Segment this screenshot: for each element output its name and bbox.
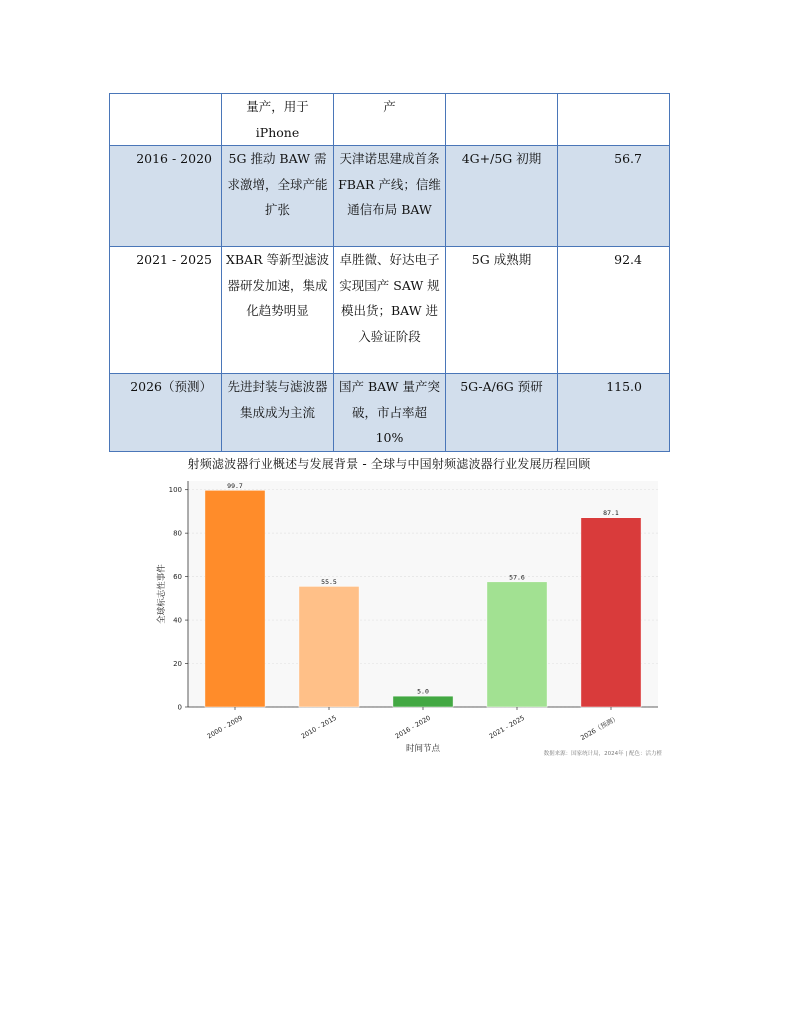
cell-company: 产 xyxy=(334,94,446,146)
cell-tech xyxy=(446,94,558,146)
cell-value: 56.7 xyxy=(558,146,670,247)
source-note: 数据来源：国家统计局，2024年 | 配色：活力橙 xyxy=(543,751,662,757)
cell-event: 先进封装与滤波器集成成为主流 xyxy=(222,374,334,452)
table-row xyxy=(110,94,670,146)
table-row xyxy=(110,146,670,247)
cell-value: 92.4 xyxy=(558,247,670,374)
cell-event: 5G 推动 BAW 需求激增，全球产能扩张 xyxy=(222,146,334,247)
cell-period xyxy=(110,94,222,146)
cell-company: 卓胜微、好达电子实现国产 SAW 规模出货；BAW 进入验证阶段 xyxy=(334,247,446,374)
cell-tech: 5G-A/6G 预研 xyxy=(446,374,558,452)
y-tick-label: 20 xyxy=(173,660,182,669)
y-tick-label: 0 xyxy=(177,703,182,712)
x-tick-label: 2026（预测） xyxy=(579,713,620,743)
x-tick-label: 2000 - 2009 xyxy=(205,713,244,741)
bar xyxy=(487,582,547,707)
bar-chart xyxy=(150,472,670,762)
cell-tech: 5G 成熟期 xyxy=(446,247,558,374)
figure-caption: 射频滤波器行业概述与发展背景 - 全球与中国射频滤波器行业发展历程回顾 xyxy=(187,457,591,471)
x-tick-label: 2016 - 2020 xyxy=(393,713,432,741)
cell-value xyxy=(558,94,670,146)
bar xyxy=(581,518,641,707)
bar xyxy=(205,490,265,707)
bar xyxy=(393,696,453,707)
data-label: 55.5 xyxy=(321,577,337,586)
cell-event: 量产，用于 iPhone xyxy=(222,94,334,146)
data-label: 87.1 xyxy=(603,509,619,518)
table-row xyxy=(110,247,670,374)
cell-period: 2026（预测） xyxy=(110,374,222,452)
y-tick-label: 40 xyxy=(173,616,182,625)
cell-period: 2016 - 2020 xyxy=(110,146,222,247)
history-table xyxy=(109,93,670,452)
x-tick-label: 2010 - 2015 xyxy=(299,713,338,741)
data-label: 5.0 xyxy=(417,687,429,696)
bar xyxy=(299,586,359,707)
y-tick-label: 100 xyxy=(168,486,182,495)
x-axis-title: 时间节点 xyxy=(405,744,441,754)
x-tick-label: 2021 - 2025 xyxy=(487,713,526,741)
cell-period: 2021 - 2025 xyxy=(110,247,222,374)
cell-company: 国产 BAW 量产突破，市占率超 10% xyxy=(334,374,446,452)
cell-tech: 4G+/5G 初期 xyxy=(446,146,558,247)
y-tick-label: 60 xyxy=(173,573,182,582)
y-tick-label: 80 xyxy=(173,529,182,538)
y-axis-title: 全球标志性事件 xyxy=(157,564,167,624)
cell-event: XBAR 等新型滤波器研发加速，集成化趋势明显 xyxy=(222,247,334,374)
data-label: 99.7 xyxy=(227,481,243,490)
table-row xyxy=(110,374,670,452)
data-label: 57.6 xyxy=(509,573,525,582)
cell-value: 115.0 xyxy=(558,374,670,452)
history-table-body xyxy=(110,94,670,452)
cell-company: 天津诺思建成首条 FBAR 产线；信维通信布局 BAW xyxy=(334,146,446,247)
